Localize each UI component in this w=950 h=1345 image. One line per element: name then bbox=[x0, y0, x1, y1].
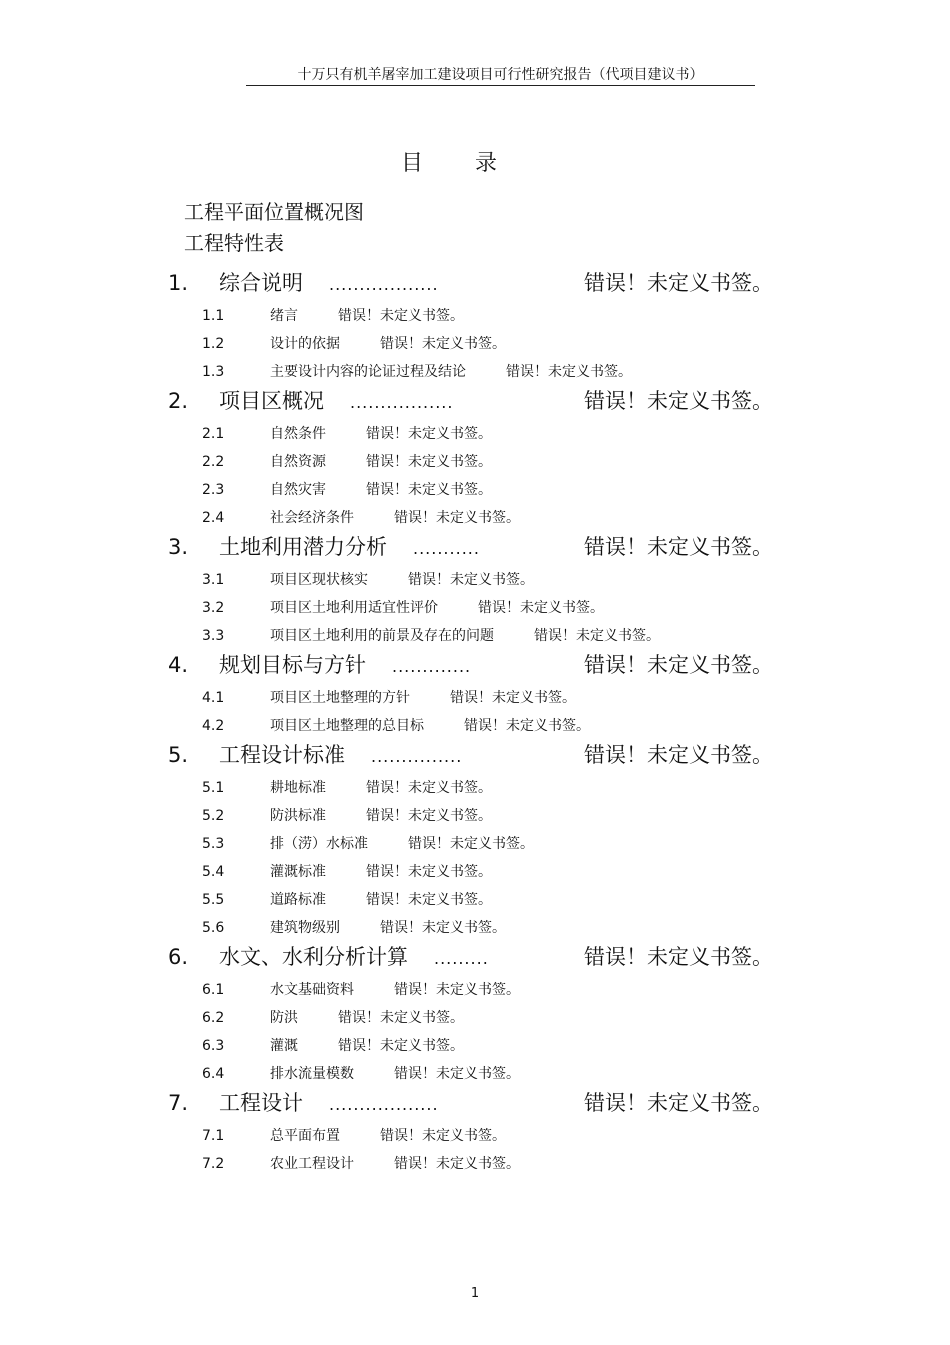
subsection-number: 4.1 bbox=[202, 690, 225, 706]
subsection-title bbox=[270, 1004, 464, 1032]
subsection-number: 1.1 bbox=[202, 308, 225, 324]
toc-section-3[interactable] bbox=[0, 532, 950, 562]
subsection-number: 1.2 bbox=[202, 336, 225, 352]
subsection-page-ref: 错误！未定义书签。 bbox=[366, 482, 492, 498]
subsection-title bbox=[270, 774, 492, 802]
subsection-title bbox=[270, 1122, 506, 1150]
subsection-page-ref: 错误！未定义书签。 bbox=[366, 780, 492, 796]
subsection-number: 1.3 bbox=[202, 364, 225, 380]
subsection-label: 水文基础资料 bbox=[270, 982, 354, 998]
subsection-number: 2.3 bbox=[202, 482, 225, 498]
subsection-page-ref: 错误！未定义书签。 bbox=[366, 808, 492, 824]
subsection-title bbox=[270, 914, 506, 942]
subsection-title bbox=[270, 1060, 520, 1088]
toc-section-5[interactable] bbox=[0, 740, 950, 770]
subsection-page-ref: 错误！未定义书签。 bbox=[408, 836, 534, 852]
subsection-page-ref: 错误！未定义书签。 bbox=[394, 1066, 520, 1082]
subsection-number: 6.4 bbox=[202, 1066, 225, 1082]
subsection-label: 灌溉标准 bbox=[270, 864, 326, 880]
toc-subsection-2-2[interactable] bbox=[0, 448, 950, 476]
dot-leader: ......... bbox=[434, 949, 489, 968]
section-page-ref: 错误！未定义书签。 bbox=[584, 389, 773, 413]
toc-section-2[interactable] bbox=[0, 386, 950, 416]
section-title bbox=[219, 268, 439, 300]
toc-subsection-5-1[interactable] bbox=[0, 774, 950, 802]
subsection-page-ref: 错误！未定义书签。 bbox=[380, 1128, 506, 1144]
subsection-page-ref: 错误！未定义书签。 bbox=[464, 718, 590, 734]
toc-subsection-2-4[interactable] bbox=[0, 504, 950, 532]
section-label: 工程设计 bbox=[219, 1091, 303, 1115]
subsection-title bbox=[270, 976, 520, 1004]
toc-subsection-1-1[interactable] bbox=[0, 302, 950, 330]
toc-section-4[interactable] bbox=[0, 650, 950, 680]
toc-section-7[interactable] bbox=[0, 1088, 950, 1118]
toc-subsection-6-4[interactable] bbox=[0, 1060, 950, 1088]
toc-subsection-1-2[interactable] bbox=[0, 330, 950, 358]
section-number: 2. bbox=[168, 389, 189, 413]
toc-subsection-6-2[interactable] bbox=[0, 1004, 950, 1032]
subsection-label: 项目区土地整理的总目标 bbox=[270, 718, 424, 734]
subsection-label: 灌溉 bbox=[270, 1038, 298, 1054]
subsection-page-ref: 错误！未定义书签。 bbox=[366, 864, 492, 880]
subsection-title bbox=[270, 802, 492, 830]
subsection-label: 建筑物级别 bbox=[270, 920, 340, 936]
subsection-page-ref: 错误！未定义书签。 bbox=[338, 1010, 464, 1026]
subsection-title bbox=[270, 448, 492, 476]
subsection-label: 耕地标准 bbox=[270, 780, 326, 796]
section-page-ref: 错误！未定义书签。 bbox=[584, 945, 773, 969]
toc-subsection-3-2[interactable] bbox=[0, 594, 950, 622]
subsection-label: 绪言 bbox=[270, 308, 298, 324]
subsection-title bbox=[270, 504, 520, 532]
toc-section-1[interactable] bbox=[0, 268, 950, 298]
toc-subsection-7-1[interactable] bbox=[0, 1122, 950, 1150]
section-title bbox=[219, 532, 480, 564]
section-title bbox=[219, 386, 453, 418]
subsection-number: 6.2 bbox=[202, 1010, 225, 1026]
section-number: 5. bbox=[168, 743, 189, 767]
section-page-ref: 错误！未定义书签。 bbox=[584, 1091, 773, 1115]
toc-subsection-5-4[interactable] bbox=[0, 858, 950, 886]
subsection-label: 自然条件 bbox=[270, 426, 326, 442]
toc-subsection-3-1[interactable] bbox=[0, 566, 950, 594]
subsection-number: 2.4 bbox=[202, 510, 225, 526]
subsection-page-ref: 错误！未定义书签。 bbox=[478, 600, 604, 616]
subsection-title bbox=[270, 858, 492, 886]
subsection-number: 5.1 bbox=[202, 780, 225, 796]
subsection-title bbox=[270, 622, 660, 650]
section-label: 综合说明 bbox=[219, 271, 303, 295]
subsection-label: 总平面布置 bbox=[270, 1128, 340, 1144]
toc-subsection-5-2[interactable] bbox=[0, 802, 950, 830]
section-number: 1. bbox=[168, 271, 189, 295]
table-of-contents bbox=[0, 268, 950, 1178]
section-label: 项目区概况 bbox=[219, 389, 324, 413]
section-label: 土地利用潜力分析 bbox=[219, 535, 387, 559]
section-page-ref: 错误！未定义书签。 bbox=[584, 535, 773, 559]
subsection-title bbox=[270, 476, 492, 504]
toc-subsection-6-1[interactable] bbox=[0, 976, 950, 1004]
subsection-number: 5.4 bbox=[202, 864, 225, 880]
subsection-number: 3.3 bbox=[202, 628, 225, 644]
subsection-page-ref: 错误！未定义书签。 bbox=[380, 336, 506, 352]
subsection-title bbox=[270, 1032, 464, 1060]
subsection-label: 自然灾害 bbox=[270, 482, 326, 498]
section-title bbox=[219, 740, 462, 772]
subsection-number: 6.3 bbox=[202, 1038, 225, 1054]
subsection-title bbox=[270, 358, 632, 386]
subsection-label: 农业工程设计 bbox=[270, 1156, 354, 1172]
subsection-label: 道路标准 bbox=[270, 892, 326, 908]
section-page-ref: 错误！未定义书签。 bbox=[584, 653, 773, 677]
subsection-page-ref: 错误！未定义书签。 bbox=[408, 572, 534, 588]
subsection-page-ref: 错误！未定义书签。 bbox=[338, 1038, 464, 1054]
subsection-page-ref: 错误！未定义书签。 bbox=[366, 892, 492, 908]
section-label: 工程设计标准 bbox=[219, 743, 345, 767]
dot-leader: ............... bbox=[371, 747, 463, 766]
section-title bbox=[219, 1088, 439, 1120]
toc-subsection-4-1[interactable] bbox=[0, 684, 950, 712]
dot-leader: .................. bbox=[329, 1095, 439, 1114]
toc-subsection-7-2[interactable] bbox=[0, 1150, 950, 1178]
subsection-number: 4.2 bbox=[202, 718, 225, 734]
subsection-page-ref: 错误！未定义书签。 bbox=[394, 510, 520, 526]
section-page-ref: 错误！未定义书签。 bbox=[584, 271, 773, 295]
subsection-label: 主要设计内容的论证过程及结论 bbox=[270, 364, 466, 380]
toc-subsection-5-5[interactable] bbox=[0, 886, 950, 914]
subsection-number: 2.1 bbox=[202, 426, 225, 442]
subsection-title bbox=[270, 302, 464, 330]
page-number: 1 bbox=[470, 1286, 480, 1301]
section-label: 水文、水利分析计算 bbox=[219, 945, 408, 969]
toc-section-6[interactable] bbox=[0, 942, 950, 972]
dot-leader: ................. bbox=[350, 393, 454, 412]
subsection-label: 项目区土地整理的方针 bbox=[270, 690, 410, 706]
subsection-title bbox=[270, 886, 492, 914]
toc-subsection-5-6[interactable] bbox=[0, 914, 950, 942]
section-title bbox=[219, 942, 489, 974]
section-number: 4. bbox=[168, 653, 189, 677]
subsection-page-ref: 错误！未定义书签。 bbox=[394, 982, 520, 998]
subsection-number: 3.1 bbox=[202, 572, 225, 588]
subsection-page-ref: 错误！未定义书签。 bbox=[338, 308, 464, 324]
dot-leader: .................. bbox=[329, 275, 439, 294]
section-number: 6. bbox=[168, 945, 189, 969]
subsection-label: 项目区土地利用的前景及存在的问题 bbox=[270, 628, 494, 644]
subsection-label: 设计的依据 bbox=[270, 336, 340, 352]
subsection-page-ref: 错误！未定义书签。 bbox=[366, 426, 492, 442]
toc-subsection-6-3[interactable] bbox=[0, 1032, 950, 1060]
section-page-ref: 错误！未定义书签。 bbox=[584, 743, 773, 767]
pre-item-feature-table[interactable]: 工程特性表 bbox=[184, 231, 284, 255]
subsection-page-ref: 错误！未定义书签。 bbox=[380, 920, 506, 936]
section-number: 3. bbox=[168, 535, 189, 559]
section-label: 规划目标与方针 bbox=[219, 653, 366, 677]
subsection-page-ref: 错误！未定义书签。 bbox=[394, 1156, 520, 1172]
subsection-label: 防洪标准 bbox=[270, 808, 326, 824]
subsection-number: 5.6 bbox=[202, 920, 225, 936]
subsection-title bbox=[270, 1150, 520, 1178]
subsection-title bbox=[270, 330, 506, 358]
subsection-number: 7.2 bbox=[202, 1156, 225, 1172]
subsection-label: 排（涝）水标准 bbox=[270, 836, 368, 852]
toc-subsection-1-3[interactable] bbox=[0, 358, 950, 386]
subsection-label: 防洪 bbox=[270, 1010, 298, 1026]
dot-leader: ............. bbox=[392, 657, 472, 676]
subsection-number: 6.1 bbox=[202, 982, 225, 998]
subsection-number: 5.2 bbox=[202, 808, 225, 824]
subsection-title bbox=[270, 420, 492, 448]
subsection-label: 自然资源 bbox=[270, 454, 326, 470]
subsection-title bbox=[270, 712, 590, 740]
subsection-title bbox=[270, 594, 604, 622]
toc-subsection-2-1[interactable] bbox=[0, 420, 950, 448]
subsection-title bbox=[270, 830, 534, 858]
subsection-number: 3.2 bbox=[202, 600, 225, 616]
subsection-page-ref: 错误！未定义书签。 bbox=[534, 628, 660, 644]
pre-item-location-map[interactable]: 工程平面位置概况图 bbox=[184, 200, 364, 224]
toc-subsection-5-3[interactable] bbox=[0, 830, 950, 858]
subsection-title bbox=[270, 684, 576, 712]
toc-subsection-4-2[interactable] bbox=[0, 712, 950, 740]
subsection-number: 5.3 bbox=[202, 836, 225, 852]
subsection-label: 排水流量模数 bbox=[270, 1066, 354, 1082]
subsection-label: 项目区现状核实 bbox=[270, 572, 368, 588]
toc-subsection-2-3[interactable] bbox=[0, 476, 950, 504]
subsection-page-ref: 错误！未定义书签。 bbox=[506, 364, 632, 380]
section-number: 7. bbox=[168, 1091, 189, 1115]
subsection-number: 7.1 bbox=[202, 1128, 225, 1144]
subsection-page-ref: 错误！未定义书签。 bbox=[366, 454, 492, 470]
subsection-label: 项目区土地利用适宜性评价 bbox=[270, 600, 438, 616]
subsection-number: 2.2 bbox=[202, 454, 225, 470]
subsection-number: 5.5 bbox=[202, 892, 225, 908]
toc-title: 目录 bbox=[400, 151, 549, 176]
dot-leader: ........... bbox=[413, 539, 480, 558]
toc-subsection-3-3[interactable] bbox=[0, 622, 950, 650]
subsection-label: 社会经济条件 bbox=[270, 510, 354, 526]
section-title bbox=[219, 650, 471, 682]
running-header: 十万只有机羊屠宰加工建设项目可行性研究报告（代项目建议书） bbox=[246, 66, 755, 86]
subsection-page-ref: 错误！未定义书签。 bbox=[450, 690, 576, 706]
subsection-title bbox=[270, 566, 534, 594]
